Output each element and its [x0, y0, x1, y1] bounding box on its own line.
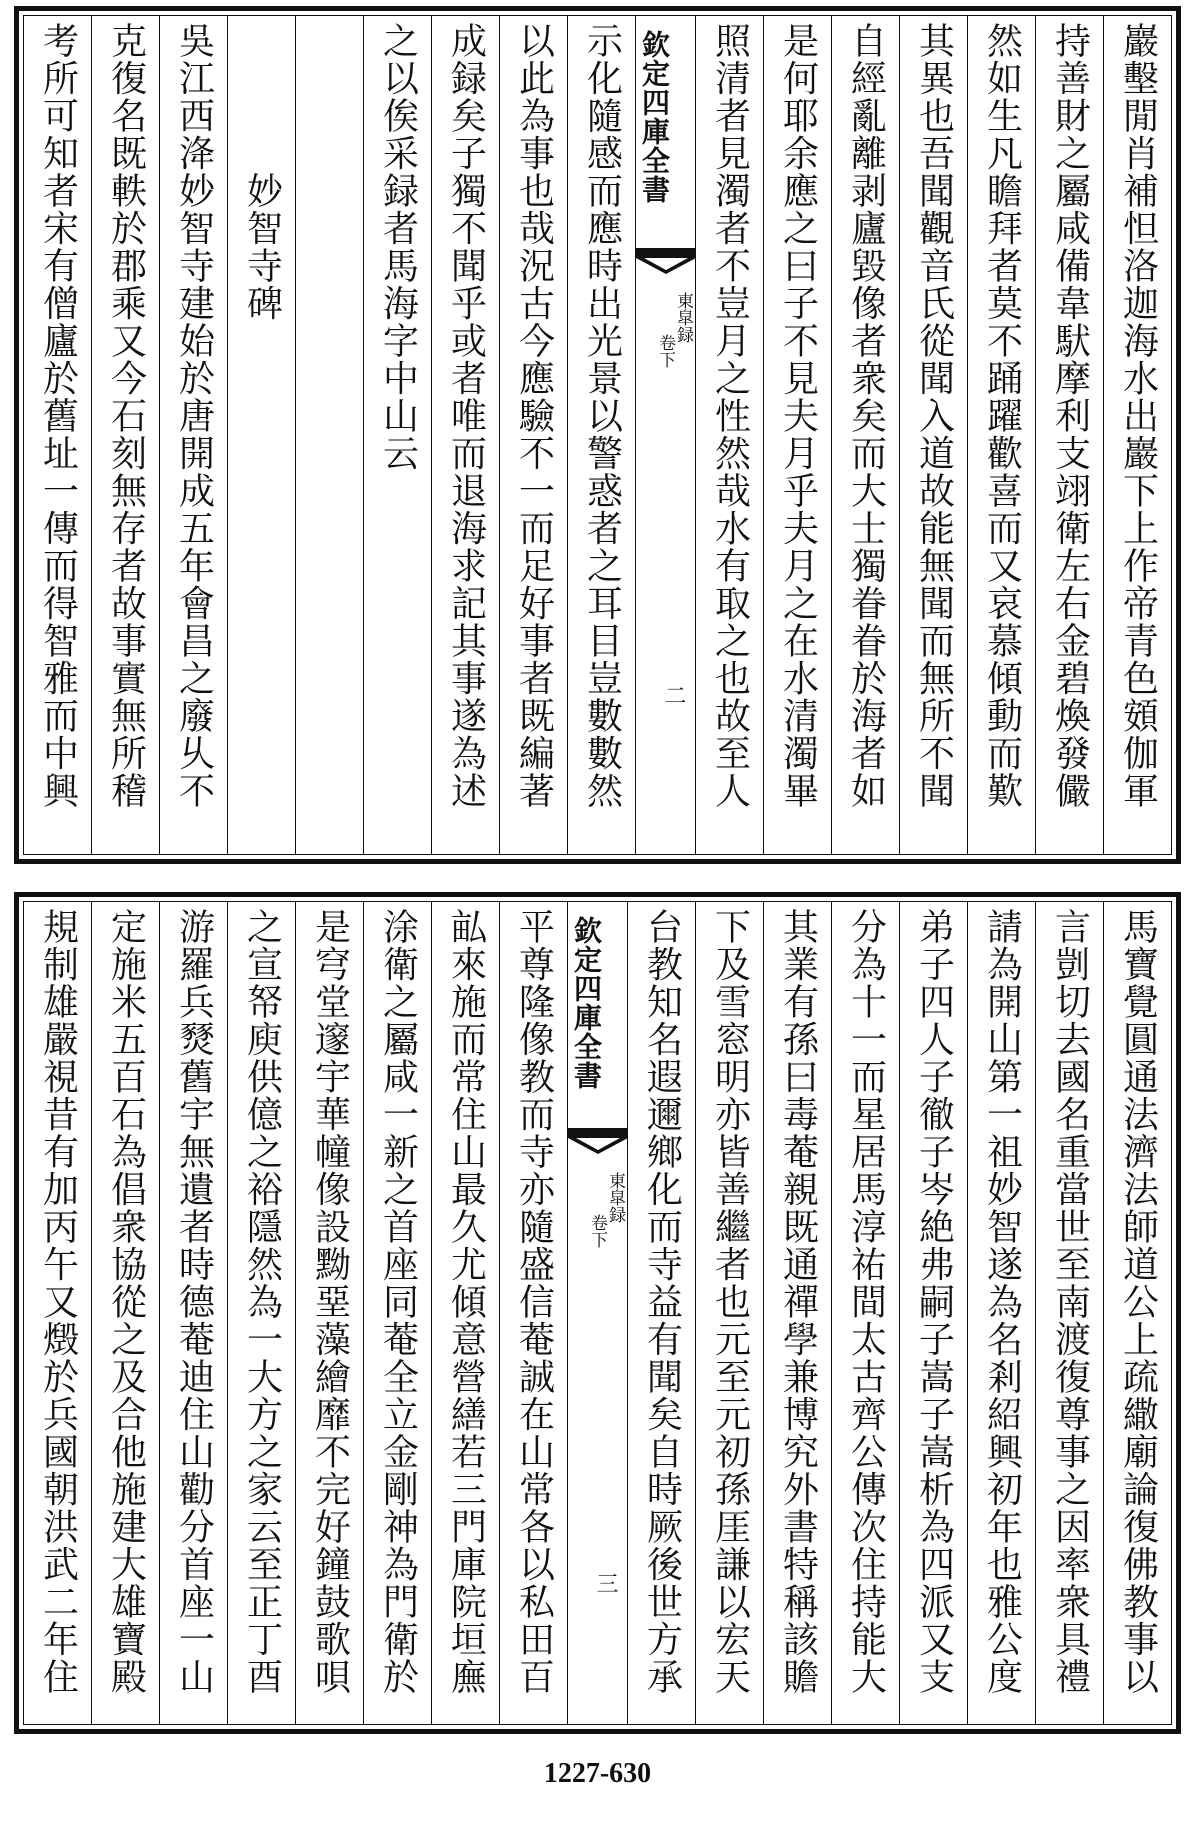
- column-text: 分為十一而星居馬淳祐間太古齊公傳次住持能大: [845, 908, 887, 1696]
- column-text: 馬寶覺圓通法濟法師道公上疏繖廟論復佛教事以: [1117, 908, 1159, 1696]
- column-text: 照清者見濁者不豈月之性然哉水有取之也故至人: [709, 22, 751, 810]
- top-page-columns: [23, 15, 1172, 855]
- volume-label: 卷下: [587, 1214, 607, 1248]
- text-column: [159, 16, 227, 854]
- column-text: 規制雄嚴視昔有加丙午又燬於兵國朝洪武二年住: [37, 908, 79, 1696]
- text-column: [1103, 902, 1171, 1724]
- page-number: 1227-630: [543, 1758, 652, 1789]
- folio-number: 三: [593, 1572, 618, 1594]
- column-text: 考所可知者宋有僧廬於舊址一傳而得智雅而中興: [37, 22, 79, 810]
- text-column: [159, 902, 227, 1724]
- text-column: [91, 902, 159, 1724]
- blank-column: [295, 16, 363, 854]
- column-text: 之以俟采録者馬海字中山云: [377, 22, 419, 472]
- text-column: [227, 16, 295, 854]
- text-column: [431, 902, 499, 1724]
- text-column: [499, 902, 567, 1724]
- text-column: [24, 902, 91, 1724]
- fishtail-mark-icon: [568, 1128, 627, 1156]
- column-text: 台教知名遐邇鄉化而寺益有聞矣自時厥後世方承: [641, 908, 683, 1696]
- center-fold: [635, 16, 695, 854]
- column-text: 畆來施而常住山最久尤傾意營繕若三門庫院垣廡: [445, 908, 487, 1696]
- text-column: [1035, 902, 1103, 1724]
- column-text: 其異也吾聞觀音氏從聞入道故能無聞而無所不聞: [913, 22, 955, 810]
- column-text: 其業有孫曰毒菴親既通禪學兼博究外書特稱該贍: [777, 908, 819, 1696]
- column-text: 請為開山第一祖妙智遂為名剎紹興初年也雅公度: [981, 908, 1023, 1696]
- column-text: 自經亂離剥廬毀像者衆矣而大士獨眷眷於海者如: [845, 22, 887, 810]
- column-text: 克復名既軼於郡乘又今石刻無存者故事實無所稽: [105, 22, 147, 810]
- text-column: [695, 16, 763, 854]
- text-column: [899, 16, 967, 854]
- text-column: [227, 902, 295, 1724]
- column-text: 是何耶余應之曰子不見夫月乎夫月之在水清濁畢: [777, 22, 819, 810]
- book-name: 東皐録: [673, 292, 693, 343]
- column-text: 以此為事也哉況古今應驗不一而足好事者既編著: [513, 22, 555, 810]
- folio-number: 二: [661, 684, 686, 706]
- column-text: 下及雪窓明亦皆善繼者也元至元初孫厓謙以宏天: [709, 908, 751, 1696]
- bottom-page-columns: [23, 901, 1172, 1725]
- column-text: 吳江西洚妙智寺建始於唐開成五年會昌之廢乆不: [173, 22, 215, 810]
- text-column: [499, 16, 567, 854]
- column-text: 定施米五百石為倡衆協從之及合他施建大雄寶殿: [105, 908, 147, 1696]
- text-column: [363, 902, 431, 1724]
- section-heading: 妙智寺碑: [241, 172, 283, 322]
- text-column: [363, 16, 431, 854]
- fishtail-mark-icon: [636, 248, 695, 276]
- text-column: [567, 16, 635, 854]
- book-series-title: 欽定四庫全書: [638, 30, 671, 204]
- column-text: 游羅兵燹舊宇無遺者時德菴迪住山勸分首座一山: [173, 908, 215, 1696]
- column-text: 示化隨感而應時出光景以警惑者之耳目豈數數然: [581, 22, 623, 810]
- text-column: [91, 16, 159, 854]
- text-column: [695, 902, 763, 1724]
- bottom-page: [14, 892, 1181, 1734]
- column-text: 之宣帑庾供億之裕隱然為一大方之家云至正丁酉: [241, 908, 283, 1696]
- column-text: 是穹堂邃宇華幢像設黝堊藻繪靡不完好鐘鼓歌唄: [309, 908, 351, 1696]
- column-text: 持善財之屬咸備韋䭾摩利支翊衛左右金碧煥發儼: [1049, 22, 1091, 810]
- center-fold: [567, 902, 627, 1724]
- book-series-title: 欽定四庫全書: [570, 916, 603, 1090]
- text-column: [295, 902, 363, 1724]
- text-column: [967, 16, 1035, 854]
- text-column: [431, 16, 499, 854]
- text-column: [763, 902, 831, 1724]
- text-column: [831, 902, 899, 1724]
- text-column: [763, 16, 831, 854]
- column-text: 言剴切去國名重當世至南渡復尊事之因率衆具禮: [1049, 908, 1091, 1696]
- column-text: 巖墼閒肖補怛洛迦海水出巖下上作帝青色頞伽軍: [1117, 22, 1159, 810]
- volume-label: 卷下: [655, 334, 675, 368]
- column-text: 成録矣子獨不聞乎或者唯而退海求記其事遂為述: [445, 22, 487, 810]
- text-column: [831, 16, 899, 854]
- column-text: 弟子四人子徹子岑絶弗嗣子嵩子嵩析為四派又支: [913, 908, 955, 1696]
- book-name: 東皐録: [605, 1172, 625, 1223]
- text-column: [967, 902, 1035, 1724]
- column-text: 平尊隆像教而寺亦隨盛信菴誠在山常各以私田百: [513, 908, 555, 1696]
- text-column: [627, 902, 695, 1724]
- top-page: [14, 6, 1181, 864]
- text-column: [899, 902, 967, 1724]
- text-column: [24, 16, 91, 854]
- column-text: 然如生凡瞻拜者莫不踊躍歡喜而又哀慕傾動而歎: [981, 22, 1023, 810]
- text-column: [1035, 16, 1103, 854]
- text-column: [1103, 16, 1171, 854]
- column-text: 涂衛之屬咸一新之首座同菴全立金剛神為門衛於: [377, 908, 419, 1696]
